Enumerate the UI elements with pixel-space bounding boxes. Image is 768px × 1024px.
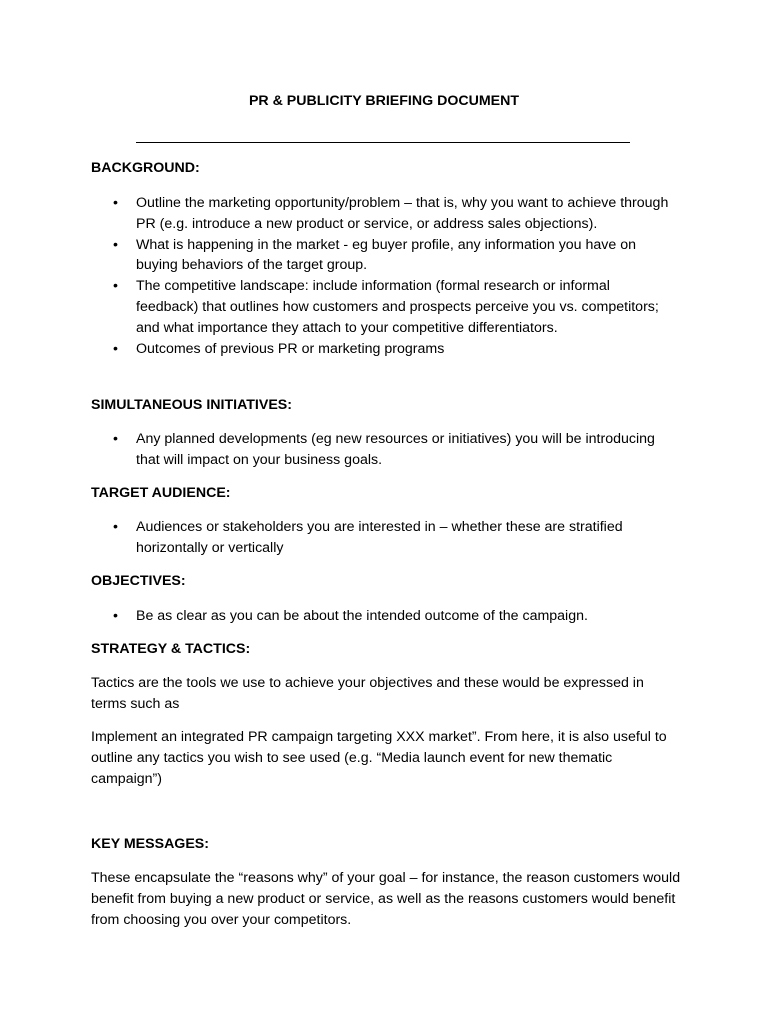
bullet-icon: • (113, 195, 118, 211)
objectives-heading: OBJECTIVES: (91, 573, 186, 589)
list-item (0, 276, 676, 338)
objectives-list (0, 606, 768, 627)
list-item-text: Outline the marketing opportunity/problem – that is, why you want to achieve through PR (e.g. introduce a new product or service, or address sales objections). (136, 195, 669, 232)
list-item (0, 339, 676, 360)
strategy-heading: STRATEGY & TACTICS: (91, 641, 251, 657)
messages-paragraph: These encapsulate the “reasons why” of your goal – for instance, the reason customers would benefit from buying a new product or service, as well as the reasons customers would benefit from choosing you over your competitors. (91, 870, 681, 928)
bullet-icon: • (113, 236, 118, 253)
document-title: PR & PUBLICITY BRIEFING DOCUMENT (248, 93, 520, 109)
audience-heading: TARGET AUDIENCE: (91, 485, 231, 501)
list-item-text: Be as clear as you can be about the intended outcome of the campaign. (136, 608, 588, 624)
bullet-icon: • (113, 278, 118, 295)
bullet-icon: • (113, 340, 118, 357)
bullet-icon: • (113, 519, 118, 535)
list-item-text: What is happening in the market - eg buyer profile, any information you have on buying behaviors of the target group. (136, 236, 636, 274)
list-item-text: The competitive landscape: include information (formal research or informal feedback) that outlines how customers and prospects perceive you vs. competitors; and what importance they attach to your competitive differentiators. (136, 278, 659, 336)
simultaneous-heading: SIMULTANEOUS INITIATIVES: (91, 397, 292, 413)
messages-heading: KEY MESSAGES: (91, 836, 209, 852)
list-item (0, 606, 676, 627)
strategy-paragraph-1: Tactics are the tools we use to achieve your objectives and these would be expressed in terms such as (91, 675, 644, 712)
simultaneous-list (0, 429, 768, 471)
bullet-icon: • (113, 608, 118, 624)
list-item-text: Audiences or stakeholders you are interested in – whether these are stratified horizontally or vertically (136, 519, 623, 556)
strategy-paragraph-2: Implement an integrated PR campaign targeting XXX market”. From here, it is also useful to outline any tactics you wish to see used (e.g. “Media launch event for new thematic campaign”) (91, 729, 667, 787)
bullet-icon: • (113, 431, 118, 447)
list-item (0, 235, 676, 277)
background-heading: BACKGROUND: (91, 160, 200, 176)
title-underline (136, 142, 630, 143)
list-item (0, 517, 676, 559)
audience-list (0, 517, 768, 559)
list-item-text: Any planned developments (eg new resources or initiatives) you will be introducing that will impact on your business goals. (136, 431, 655, 468)
list-item (0, 429, 676, 471)
list-item-text: Outcomes of previous PR or marketing programs (136, 340, 445, 357)
list-item (0, 193, 676, 235)
background-list (0, 193, 768, 359)
